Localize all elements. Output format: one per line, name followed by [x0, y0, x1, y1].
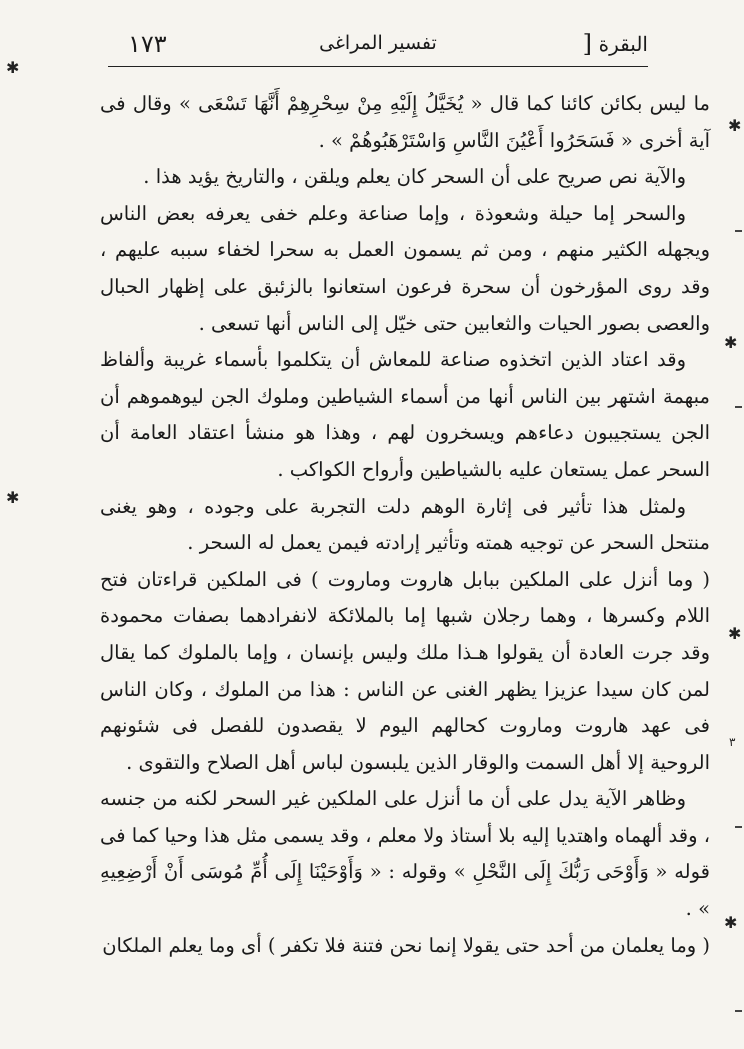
page-header	[108, 26, 648, 67]
paragraph-6: ( وما أنزل على الملكين ببابل هاروت وماروت ) فى الملكين قراءتان فتح اللام وكسرها ، وهما رجلان شبها إما بالملائكة لانفرادهما بصفات محمودة وقد جرت العادة أن يقولوا هـذا ملك وليس بإنسان ، وإما بالملوك كما يقال لمن كان سيدا عزيزا يظهر الغنى عن الناس : هذا من الملوك ، وكان الناس فى عهد هاروت وماروت كحالهم اليوم لا يقصدون للفصل فى شئونهم الروحية إلا أهل السمت والوقار الذين يلبسون لباس أهل الصلاح والتقوى .	[100, 567, 710, 774]
margin-dash-1	[735, 230, 742, 232]
margin-mark-4: ✱	[724, 913, 738, 932]
margin-mark-7: ٣	[729, 735, 736, 749]
paragraph-7: وظاهر الآية يدل على أن ما أنزل على الملكين غير السحر لكنه من جنسه ، وقد ألهماه واهتديا إليه بلا أستاذ ولا معلم ، وقد يسمى مثل هذا وحيا كما فى قوله « وَأَوْحَى رَبُّكَ إِلَى النَّحْلِ » وقوله : « وَأَوْحَيْنَا إِلَى أُمِّ مُوسَى أَنْ أَرْضِعِيهِ » .	[100, 787, 710, 921]
margin-mark-2: ✱	[724, 333, 738, 352]
margin-dash-2	[735, 406, 742, 408]
paragraph-2: والآية نص صريح على أن السحر كان يعلم ويلقن ، والتاريخ يؤيد هذا .	[143, 165, 686, 189]
commentary-text	[100, 86, 710, 964]
margin-mark-3: ✱	[728, 624, 742, 643]
margin-mark-1: ✱	[728, 116, 742, 135]
paragraph-8: ( وما يعلمان من أحد حتى يقولا إنما نحن فتنة فلا تكفر ) أى وما يعلم الملكان	[102, 933, 710, 957]
margin-mark-5: ✱	[6, 58, 20, 77]
paragraph-1: ما ليس بكائن كائنا كما قال « يُخَيَّلُ إِلَيْهِ مِنْ سِحْرِهِمْ أَنَّهَا تَسْعَى » وقال فى آية أخرى « فَسَحَرُوا أَعْيُنَ النَّاسِ وَاسْتَرْهَبُوهُمْ » .	[100, 92, 710, 152]
paragraph-4: وقد اعتاد الذين اتخذوه صناعة للمعاش أن يتكلموا بأسماء غريبة وألفاظ مبهمة اشتهر بين الناس أنها من أسماء الشياطين وملوك الجن ليوهموهم أن الجن يستجيبون دعاءهم ويسخرون لهم ، وهذا هو منشأ اعتقاد العامة أن السحر عمل يستعان عليه بالشياطين وأرواح الكواكب .	[100, 348, 710, 481]
paragraph-5: ولمثل هذا تأثير فى إثارة الوهم دلت التجربة على وجوده ، وهو يغنى منتحل السحر عن توجيه همته وتأثير إرادته فيمن يعمل له السحر .	[100, 494, 710, 555]
margin-dash-4	[735, 1010, 742, 1012]
running-title: تفسير المراغى	[319, 32, 437, 54]
page-number: ١٧٣	[128, 30, 167, 58]
paragraph-3: والسحر إما حيلة وشعوذة ، وإما صناعة وعلم خفى يعرفه بعض الناس ويجهله الكثير منهم ، ومن ثم يسمون العمل به سحرا لخفاء سببه عليهم ، وقد روى المؤرخون أن سحرة فرعون استعانوا بالزئبق على إظهار الحبال والعصى بصور الحيات والثعابين حتى خيّل إلى الناس أنها تسعى .	[100, 201, 710, 335]
surah-name: البقرة	[598, 32, 648, 56]
header-bracket: ]	[582, 30, 592, 58]
margin-dash-3	[735, 826, 742, 828]
margin-mark-6: ✱	[6, 488, 20, 507]
